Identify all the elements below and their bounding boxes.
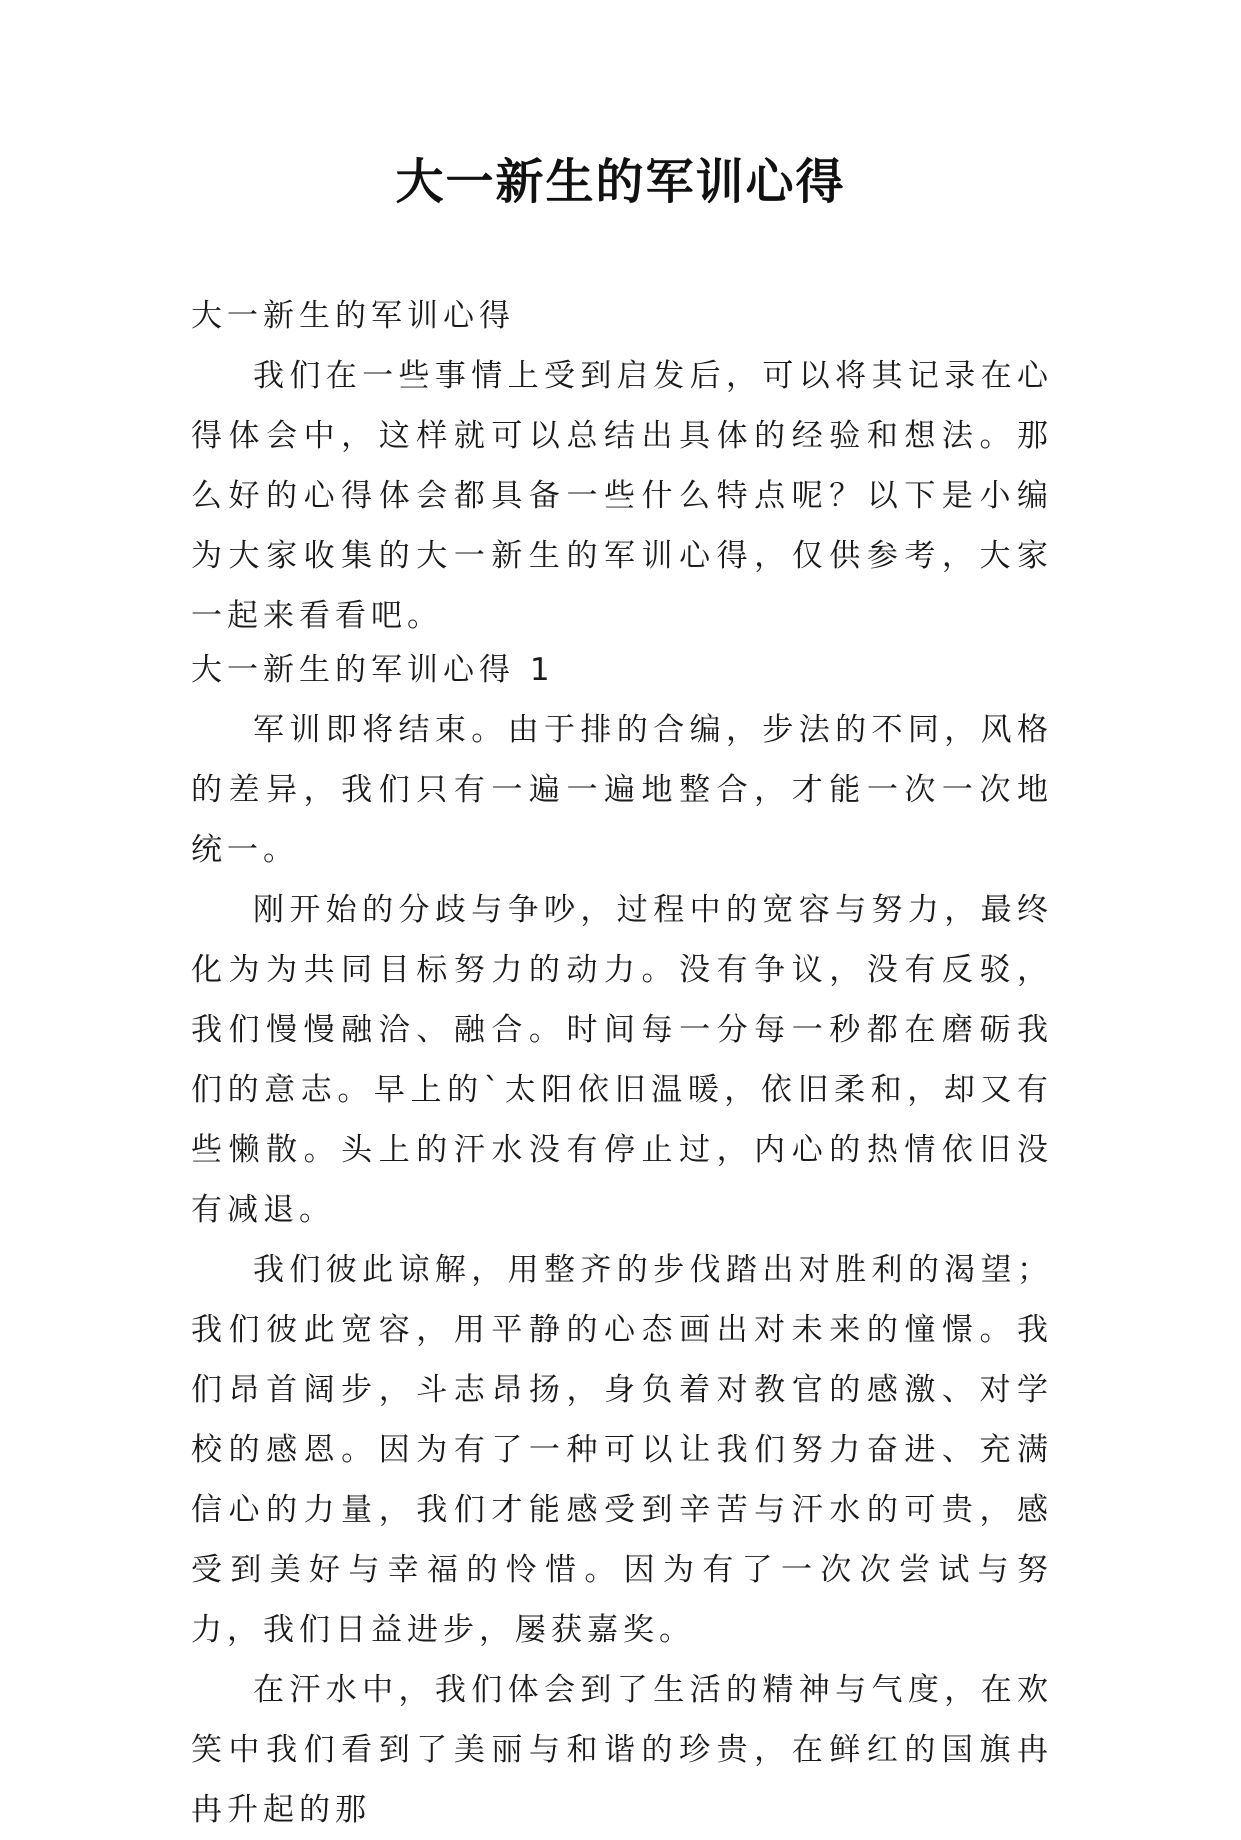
section-1-paragraph: 刚开始的分歧与争吵，过程中的宽容与努力，最终化为为共同目标努力的动力。没有争议，没有反驳，我们慢慢融洽、融合。时间每一分每一秒都在磨砺我们的意志。早上的`太阳依旧温暖，依旧柔和，却又有些懒散。头上的汗水没有停止过，内心的热情依旧没有减退。 [191,892,1053,1228]
section-1-paragraph: 军训即将结束。由于排的合编，步法的不同，风格的差异，我们只有一遍一遍地整合，才能一次一次地统一。 [191,712,1053,868]
intro-heading: 大一新生的军训心得 [191,298,515,334]
section-1 [191,640,1053,1840]
intro-paragraph: 我们在一些事情上受到启发后，可以将其记录在心得体会中，这样就可以总结出具体的经验和想法。那么好的心得体会都具备一些什么特点呢？以下是小编为大家收集的大一新生的军训心得，仅供参考，大家一起来看看吧。 [191,358,1053,634]
document-title: 大一新生的军训心得 [395,154,846,210]
section-1-paragraph: 在汗水中，我们体会到了生活的精神与气度，在欢笑中我们看到了美丽与和谐的珍贵，在鲜红的国旗冉冉升起的那 [191,1672,1053,1828]
intro-section [191,286,1053,646]
section-1-heading: 大一新生的军训心得 1 [191,652,555,688]
section-1-paragraph: 我们彼此谅解，用整齐的步伐踏出对胜利的渴望；我们彼此宽容，用平静的心态画出对未来的憧憬。我们昂首阔步，斗志昂扬，身负着对教官的感激、对学校的感恩。因为有了一种可以让我们努力奋进、充满信心的力量，我们才能感受到辛苦与汗水的可贵，感受到美好与幸福的怜惜。因为有了一次次尝试与努力，我们日益进步，屡获嘉奖。 [191,1252,1053,1648]
